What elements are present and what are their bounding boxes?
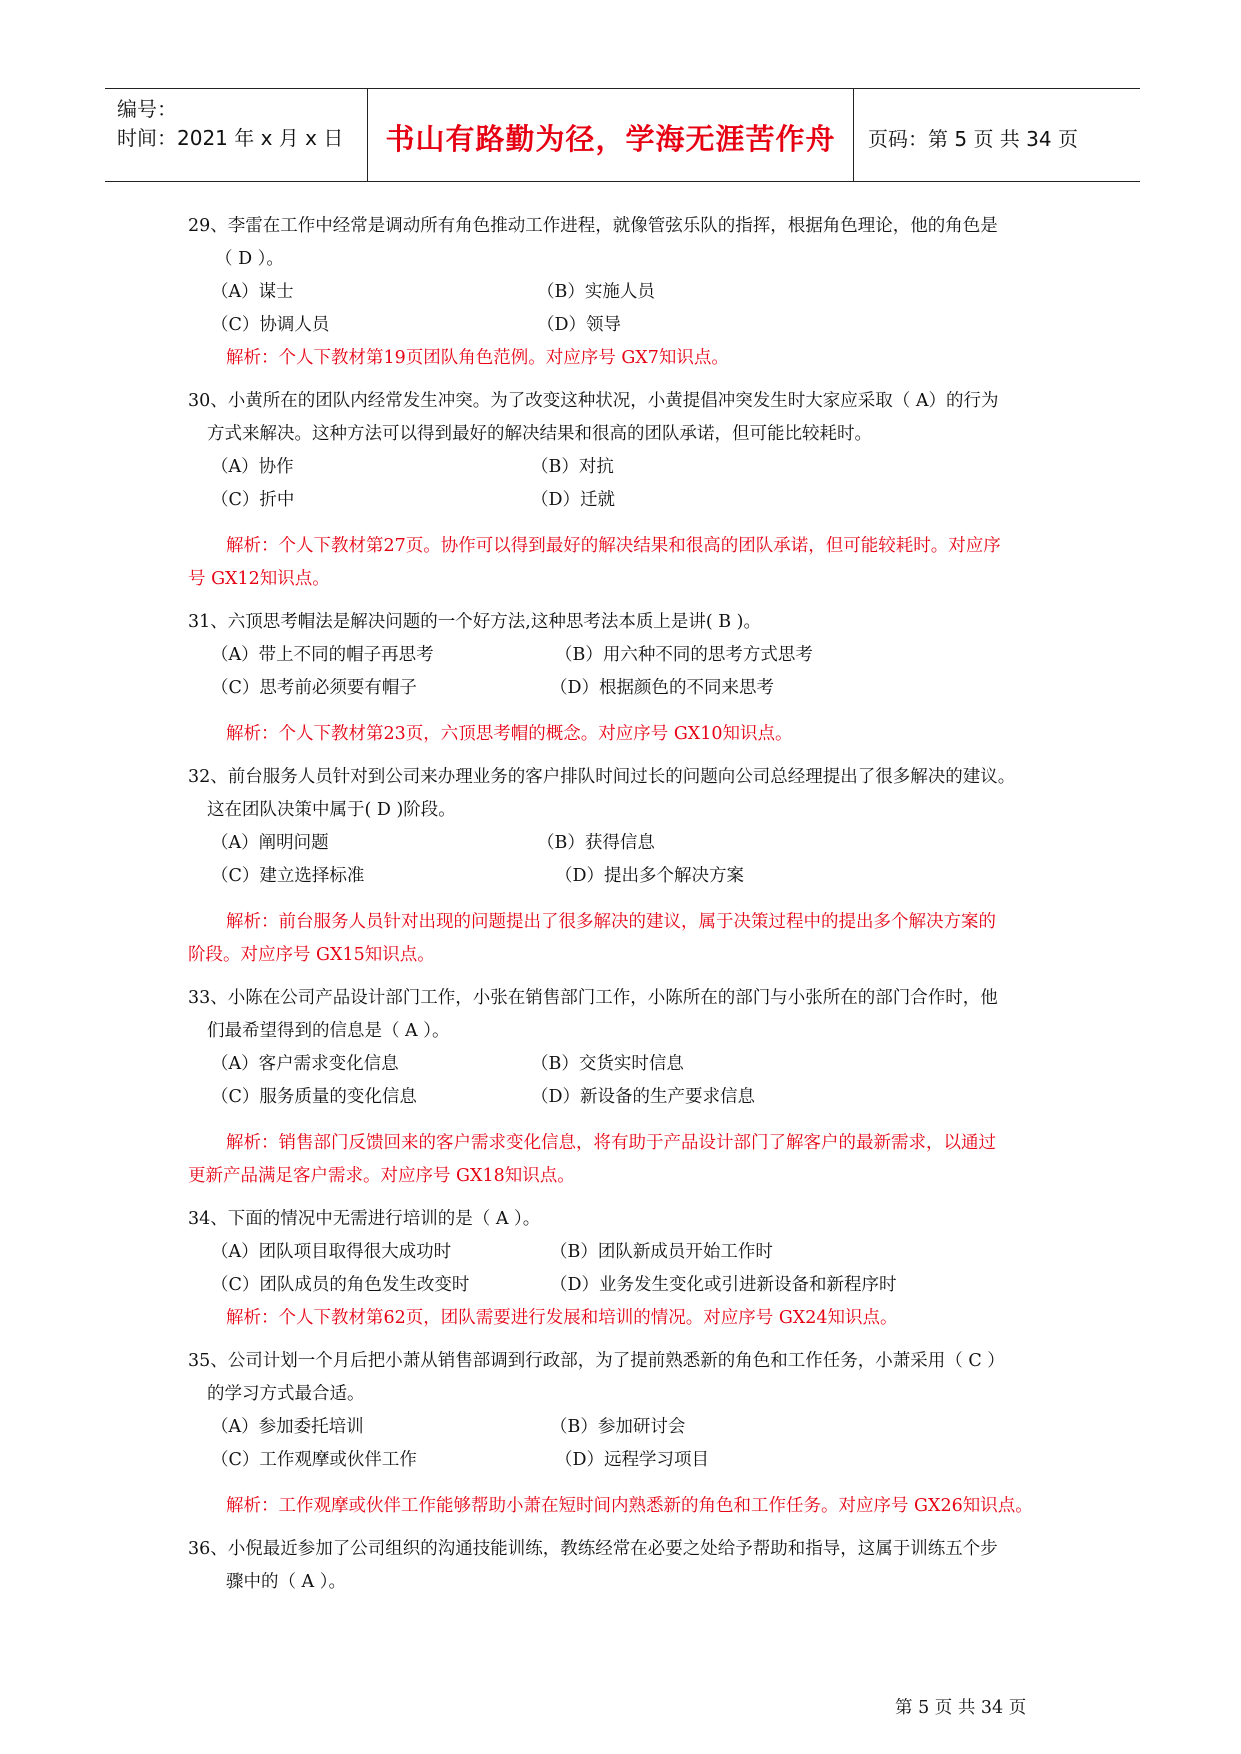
document-number-label: 编号： — [117, 97, 177, 121]
question-31-option-c: （C）思考前必须要有帽子 — [211, 678, 417, 698]
question-32-option-d: （D）提出多个解决方案 — [555, 866, 745, 886]
question-33-analysis-line2: 更新产品满足客户需求。对应序号 GX18知识点。 — [188, 1166, 575, 1186]
header-page-info: 页码：第 5 页 共 34 页 — [868, 127, 1078, 151]
question-34-option-a: （A）团队项目取得很大成功时 — [211, 1242, 452, 1262]
question-35-analysis: 解析：工作观摩或伙伴工作能够帮助小萧在短时间内熟悉新的角色和工作任务。对应序号 GX26知识点。 — [226, 1496, 1033, 1516]
question-33-option-a: （A）客户需求变化信息 — [211, 1054, 399, 1074]
question-35-stem-line1: 35、公司计划一个月后把小萧从销售部调到行政部，为了提前熟悉新的角色和工作任务，小萧采用（ C ） — [188, 1351, 1005, 1371]
question-30-option-b: （B）对抗 — [531, 457, 614, 477]
question-34-option-d: （D）业务发生变化或引进新设备和新程序时 — [550, 1275, 897, 1295]
page-footer: 第 5 页 共 34 页 — [895, 1698, 1027, 1718]
question-32-stem-line2: 这在团队决策中属于( D )阶段。 — [207, 800, 456, 820]
question-30-option-c: （C）折中 — [211, 490, 295, 510]
question-31-option-b: （B）用六种不同的思考方式思考 — [555, 645, 813, 665]
question-36-stem-line2: 骤中的（ A ）。 — [226, 1572, 347, 1592]
question-30-stem-line1: 30、小黄所在的团队内经常发生冲突。为了改变这种状况，小黄提倡冲突发生时大家应采取（ A）的行为 — [188, 391, 999, 411]
question-32-analysis-line2: 阶段。对应序号 GX15知识点。 — [188, 945, 435, 965]
question-29-analysis: 解析：个人下教材第19页团队角色范例。对应序号 GX7知识点。 — [226, 348, 729, 368]
document-time: 时间：2021 年 x 月 x 日 — [117, 126, 344, 150]
question-36-stem-line1: 36、小倪最近参加了公司组织的沟通技能训练，教练经常在必要之处给予帮助和指导，这属于训练五个步 — [188, 1539, 998, 1559]
question-35-option-b: （B）参加研讨会 — [550, 1417, 686, 1437]
question-32-analysis-line1: 解析：前台服务人员针对出现的问题提出了很多解决的建议，属于决策过程中的提出多个解决方案的 — [226, 912, 996, 932]
question-34-stem-line1: 34、下面的情况中无需进行培训的是（ A ）。 — [188, 1209, 541, 1229]
question-33-option-d: （D）新设备的生产要求信息 — [531, 1087, 756, 1107]
question-30-analysis-line1: 解析：个人下教材第27页。协作可以得到最好的解决结果和很高的团队承诺，但可能较耗时。对应序 — [226, 536, 1001, 556]
question-29-option-b: （B）实施人员 — [537, 282, 655, 302]
question-34-analysis: 解析：个人下教材第62页，团队需要进行发展和培训的情况。对应序号 GX24知识点。 — [226, 1308, 898, 1328]
header-motto: 书山有路勤为径，学海无涯苦作舟 — [385, 122, 836, 156]
question-33-analysis-line1: 解析：销售部门反馈回来的客户需求变化信息，将有助于产品设计部门了解客户的最新需求，以通过 — [226, 1133, 996, 1153]
question-34-option-b: （B）团队新成员开始工作时 — [550, 1242, 773, 1262]
question-32-option-c: （C）建立选择标准 — [211, 866, 365, 886]
question-33-stem-line2: 们最希望得到的信息是（ A ）。 — [207, 1021, 450, 1041]
question-33-option-c: （C）服务质量的变化信息 — [211, 1087, 417, 1107]
question-35-stem-line2: 的学习方式最合适。 — [207, 1384, 365, 1404]
question-29-option-d: （D）领导 — [537, 315, 622, 335]
question-35-option-a: （A）参加委托培训 — [211, 1417, 364, 1437]
question-33-stem-line1: 33、小陈在公司产品设计部门工作，小张在销售部门工作，小陈所在的部门与小张所在的部门合作时，他 — [188, 988, 998, 1008]
question-30-stem-line2: 方式来解决。这种方法可以得到最好的解决结果和很高的团队承诺，但可能比较耗时。 — [207, 424, 872, 444]
question-29-stem-line2: （ D ）。 — [215, 249, 284, 269]
question-30-analysis-line2: 号 GX12知识点。 — [188, 569, 330, 589]
question-29-stem-line1: 29、李雷在工作中经常是调动所有角色推动工作进程，就像管弦乐队的指挥，根据角色理论，他的角色是 — [188, 216, 998, 236]
question-30-option-a: （A）协作 — [211, 457, 294, 477]
question-31-option-a: （A）带上不同的帽子再思考 — [211, 645, 434, 665]
question-34-option-c: （C）团队成员的角色发生改变时 — [211, 1275, 470, 1295]
question-31-analysis: 解析：个人下教材第23页，六顶思考帽的概念。对应序号 GX10知识点。 — [226, 724, 793, 744]
question-32-stem-line1: 32、前台服务人员针对到公司来办理业务的客户排队时间过长的问题向公司总经理提出了很多解决的建议。 — [188, 767, 1016, 787]
question-32-option-b: （B）获得信息 — [537, 833, 655, 853]
question-32-option-a: （A）阐明问题 — [211, 833, 329, 853]
question-35-option-d: （D）远程学习项目 — [555, 1450, 710, 1470]
question-31-stem-line1: 31、六顶思考帽法是解决问题的一个好方法,这种思考法本质上是讲( B )。 — [188, 612, 761, 632]
question-29-option-c: （C）协调人员 — [211, 315, 330, 335]
question-33-option-b: （B）交货实时信息 — [531, 1054, 684, 1074]
question-35-option-c: （C）工作观摩或伙伴工作 — [211, 1450, 417, 1470]
question-31-option-d: （D）根据颜色的不同来思考 — [550, 678, 775, 698]
question-30-option-d: （D）迁就 — [531, 490, 616, 510]
question-29-option-a: （A）谋士 — [211, 282, 294, 302]
